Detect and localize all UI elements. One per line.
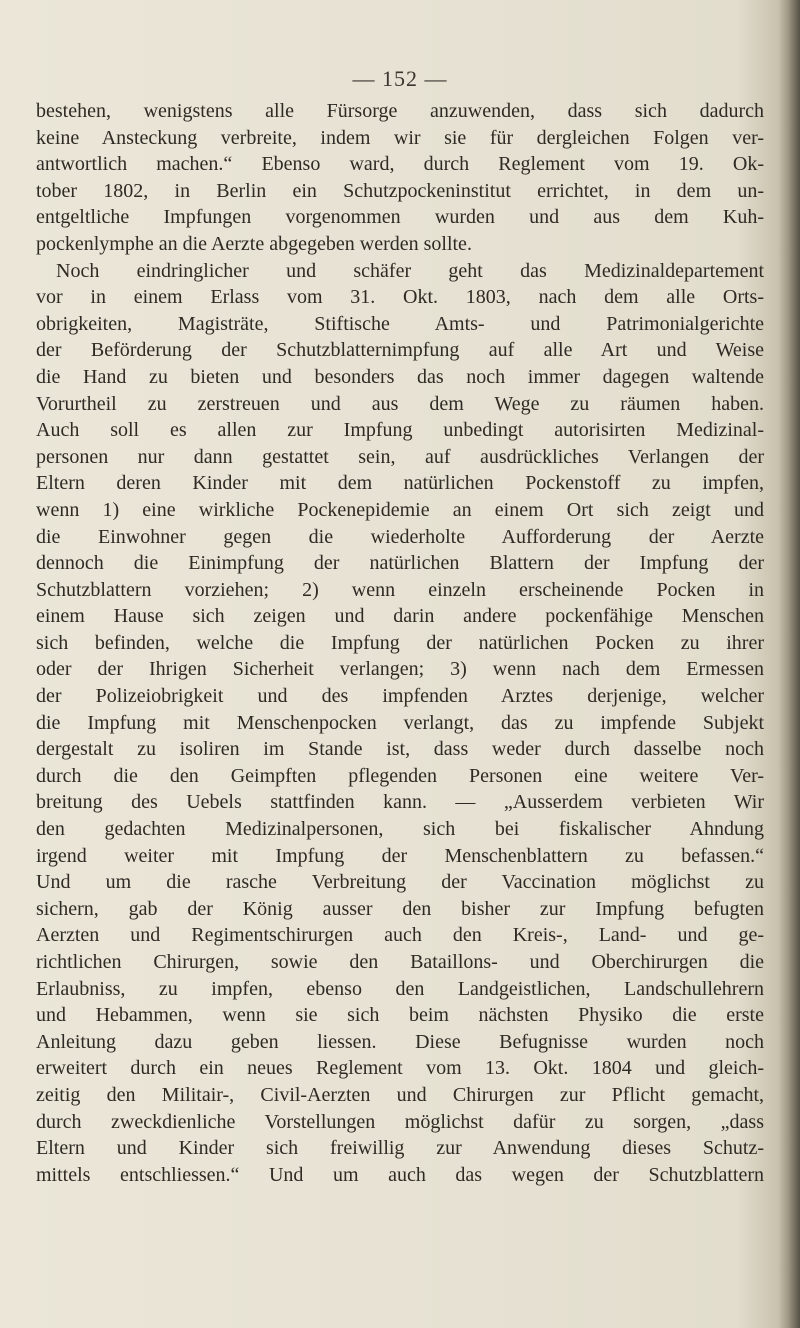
text-line: Schutzblattern vorziehen; 2) wenn einzeln erscheinende Pocken in — [36, 578, 764, 601]
text-line: zeitig den Militair-, Civil-Aerzten und Chirurgen zur Pflicht gemacht, — [36, 1083, 764, 1106]
text-line: die Impfung mit Menschenpocken verlangt, das zu impfende Subjekt — [36, 711, 764, 734]
text-line: sichern, gab der König ausser den bisher zur Impfung befugten — [36, 897, 764, 920]
text-line: wenn 1) eine wirkliche Pockenepidemie an einem Ort sich zeigt und — [36, 498, 764, 521]
text-line: mittels entschliessen.“ Und um auch das wegen der Schutzblattern — [36, 1163, 764, 1186]
text-line: bestehen, wenigstens alle Fürsorge anzuwenden, dass sich dadurch — [36, 100, 764, 122]
text-line: tober 1802, in Berlin ein Schutzpockeninstitut errichtet, in dem un- — [36, 179, 764, 202]
text-line: breitung des Uebels stattfinden kann. — „Ausserdem verbieten Wir — [36, 791, 764, 814]
text-line: Erlaubniss, zu impfen, ebenso den Landgeistlichen, Landschullehrern — [36, 977, 764, 1000]
text-line: Aerzten und Regimentschirurgen auch den Kreis-, Land- und ge- — [36, 924, 764, 947]
text-line: der Polizeiobrigkeit und des impfenden Arztes derjenige, welcher — [36, 685, 764, 708]
text-line: vor in einem Erlass vom 31. Okt. 1803, nach dem alle Orts- — [36, 286, 764, 309]
text-line: oder der Ihrigen Sicherheit verlangen; 3) wenn nach dem Ermessen — [36, 658, 764, 681]
text-line: Und um die rasche Verbreitung der Vaccination möglichst zu — [36, 871, 764, 894]
text-line: die Einwohner gegen die wiederholte Aufforderung der Aerzte — [36, 525, 764, 548]
text-line: einem Hause sich zeigen und darin andere pockenfähige Menschen — [36, 605, 764, 628]
body-text — [36, 98, 764, 1188]
text-line: der Beförderung der Schutzblatternimpfung auf alle Art und Weise — [36, 339, 764, 362]
text-line: dergestalt zu isoliren im Stande ist, dass weder durch dasselbe noch — [36, 738, 764, 761]
text-line: Eltern deren Kinder mit dem natürlichen Pockenstoff zu impfen, — [36, 472, 764, 495]
text-line: sich befinden, welche die Impfung der natürlichen Pocken zu ihrer — [36, 631, 764, 654]
text-line: Anleitung dazu geben liessen. Diese Befugnisse wurden noch — [36, 1030, 764, 1053]
text-line: obrigkeiten, Magisträte, Stiftische Amts- und Patrimonialgerichte — [36, 312, 764, 335]
text-line: personen nur dann gestattet sein, auf ausdrückliches Verlangen der — [36, 445, 764, 468]
text-line: den gedachten Medizinalpersonen, sich bei fiskalischer Ahndung — [36, 818, 764, 841]
text-line: die Hand zu bieten und besonders das noch immer dagegen waltende — [36, 365, 764, 388]
text-line: Noch eindringlicher und schäfer geht das Medizinaldepartement — [56, 259, 764, 282]
text-line: pockenlymphe an die Aerzte abgegeben werden sollte. — [36, 232, 472, 255]
page-edge-shadow — [778, 0, 800, 1328]
text-line: antwortlich machen.“ Ebenso ward, durch Reglement vom 19. Ok- — [36, 153, 764, 176]
text-line: irgend weiter mit Impfung der Menschenblattern zu befassen.“ — [36, 844, 764, 867]
text-line: erweitert durch ein neues Reglement vom 13. Okt. 1804 und gleich- — [36, 1057, 764, 1080]
text-line: keine Ansteckung verbreite, indem wir sie für dergleichen Folgen ver- — [36, 126, 764, 149]
text-line: entgeltliche Impfungen vorgenommen wurden und aus dem Kuh- — [36, 206, 764, 229]
page-number: — 152 — — [352, 66, 448, 91]
text-line: richtlichen Chirurgen, sowie den Bataillons- und Oberchirurgen die — [36, 951, 764, 973]
text-line: dennoch die Einimpfung der natürlichen Blattern der Impfung der — [36, 552, 764, 575]
text-line: Eltern und Kinder sich freiwillig zur Anwendung dieses Schutz- — [36, 1137, 764, 1160]
text-line: durch zweckdienliche Vorstellungen möglichst dafür zu sorgen, „dass — [36, 1110, 764, 1133]
text-line: und Hebammen, wenn sie sich beim nächsten Physiko die erste — [36, 1004, 764, 1027]
text-line: Auch soll es allen zur Impfung unbedingt autorisirten Medizinal- — [36, 419, 764, 442]
text-line: durch die den Geimpften pflegenden Personen eine weitere Ver- — [36, 764, 764, 787]
text-line: Vorurtheil zu zerstreuen und aus dem Wege zu räumen haben. — [36, 392, 764, 415]
